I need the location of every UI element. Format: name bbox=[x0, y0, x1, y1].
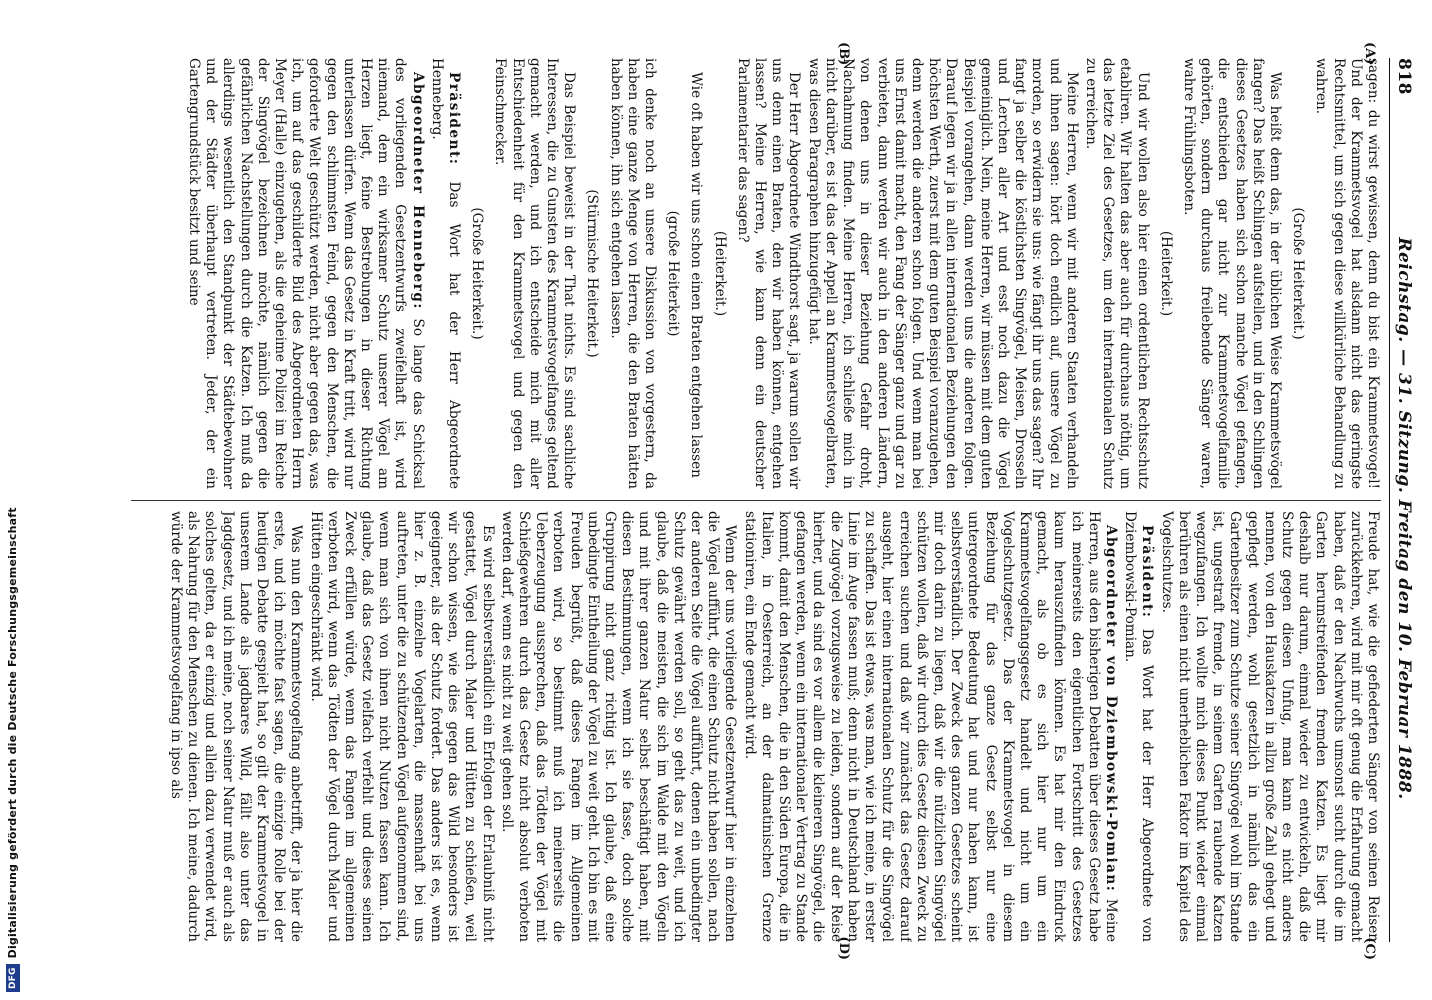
paragraph: Der Herr Abgeordnete Windthorst sagt, ja warum sollen wir uns denn einen Braten, den wir haben können, entgehen lassen? Meine Herren, wie kann denn ein deutscher Parlamentarier das sagen? bbox=[734, 58, 803, 489]
paragraph bbox=[185, 58, 426, 489]
paragraph: Was heißt denn das, in der üblichen Weise Krammetsvögel fangen? Das heißt Schlingen aufstellen, und in den Schlingen dieses Gesetzes haben sich schon manche Vögel gefangen, die entschieden gar nicht zur Krammetsvogelfamilie gehörten, sondern durchaus freilebende Sänger waren, wahre Frühlingsboten. bbox=[1180, 58, 1283, 489]
paragraph: Freude hat, wie die gefiederten Sänger von seinen Reisen zurückkehren, wird mit mir oft genug die Erfahrung gemacht haben, daß er den Nachwuchs umsonst sucht durch die im Garten herumstreifenden fremden Katzen. Es liegt mir deshalb nur darum, einmal wieder zu entwickeln, daß die Schutz gegen diesen Unfug, man kann es nicht anders nennen, von den Hauskatzen in allzu große Zahl gehegt und gepflegt werden, wohl gesetzlich in nämlich das ein Gartenbesitzer zum Schutze seiner Singvögel wohl im Stande ist, ungestraft fremde, in seinem Garten raubende Katzen wegzufangen. Ich wollte mich dieses Punkt wieder einmal berühren als einen nicht unerheblichen Faktor im Kapitel des Vogelschutzes. bbox=[1158, 511, 1381, 942]
paragraph: Das Beispiel beweist in der That nichts. Es sind sachliche Interessen, die zu Gunsten des Krammetsvogelfanges geltend gemacht werden, und ich entscheide mich mit aller Entschiedenheit für den Krammetsvogel und gegen den Feinschmecker. bbox=[492, 58, 578, 489]
page-number: 818 bbox=[1394, 58, 1414, 95]
speaker-label: Präsident: bbox=[1139, 525, 1156, 619]
remark: (Große Heiterkeit.) bbox=[1290, 207, 1307, 340]
paragraph: sagen: du wirst gewissen, denn du bist ein Krammetsvogel! Und der Krammetsvogel hat alsdann nicht das geringste Rechtsmittel, um sich gegen diese willkürliche Behandlung zu wahren. bbox=[1313, 58, 1381, 489]
margin-mark-a: (A) bbox=[1362, 42, 1377, 65]
paragraph: Wie oft haben wir uns schon einen Braten entgehen lassen bbox=[688, 72, 705, 478]
remark: (Heiterkeit.) bbox=[1157, 230, 1174, 317]
remark: (große Heiterkeit) bbox=[665, 210, 682, 337]
digitization-text: Digitalisierung gefördert durch die Deutsche Forschungsgemeinschaft bbox=[6, 507, 19, 959]
remark: (Stürmische Heiterkeit.) bbox=[584, 189, 601, 358]
paragraph: Wenn der uns vorliegende Gesetzentwurf hier in einzelnen die Vögel aufführt, die einen Schutz nicht haben sollen, nach der anderen Seite die Vögel aufführt, denen ein unbedingter Schutz gewährt werden soll, so geht das zu weit, und ich glaube, daß die meisten, die sich im Walde mit den Vögeln und mit ihrer ganzen Natur selbst beschäftigt haben, mit diesen Bestimmungen, wenn ich sie fasse, doch solche Gruppirung nicht ganz richtig ist. Ich glaube, daß eine unbedingte Eintheilung der Vögel zu weit geht. Ich bin es mit Freuden begrüßt, daß dieses Fangen im Allgemeinen verboten wird, so bestimmt muß ich meinerseits die Ueberzeugung aussprechen, daß das Tödten der Vögel mit Schießgewehren durch das Gesetz nicht absolut verboten werden darf, wenn es nicht zu weit gehen soll. bbox=[498, 511, 739, 942]
paragraph: ich denke noch an unsere Diskussion von vorgestern, da haben eine ganze Menge von Herren, die den Braten hätten haben können, ihn sich entgehen lassen. bbox=[607, 58, 659, 489]
paragraph: Meine Herren, wenn wir mit anderen Staaten verhandeln und ihnen sagen: hört doch endlich auf, unsere Vögel zu morden, so erwidern sie uns: wie fängt ihr uns das sagen? Ihr fangt ja selber die köstlichsten Singvögel, Meisen, Drosseln und Lerchen aller Art und esst noch dazu die Vögel gemeiniglich. Nein, meine Herren, wir müssen mit dem guten Beispiel vorangehen, dann werden uns die anderen folgen. Darauf legen wir ja in allen internationalen Beziehungen den höchsten Werth, zuerst mit dem guten Beispiel voranzugehen, denn werden die anderen schon folgen. Und wenn man bei uns Ernst damit macht, den Fang der Sänger ganz und gar zu verbieten, dann werden wir auch in den anderen Ländern, von denen uns in dieser Beziehung Gefahr droht, Nachahmung finden. Meine Herren, ich schließe mich in nicht darüber, es ist das der Appell an Krammetsvogelbraten, was diesen Paragraphen hinzugefügt hat. bbox=[805, 58, 1080, 489]
paragraph bbox=[740, 511, 1118, 942]
page-title: Reichstag. — 31. Sitzung. Freitag den 10. Februar 1888. bbox=[1394, 237, 1414, 800]
paragraph: Es wird selbstverständlich ein Erfolgen der Erlaubniß nicht gestattet, Vögel durch Maler und Hütten zu schießen, weil wir schon wissen, wie dies gegen das Wild besonders ist geeigneter, als der Schutz fordert. Das anders ist es, wenn hier z. B. einzelne Vogelarten, die massenhaft bei uns auftreten, unter die zu schützenden Vögel aufgenommen sind, wenn man sich von ihnen nicht Nutzen fassen kann. Ich glaube, daß das Gesetz vielfach verfehlt und dieses seinen Zweck erfüllen würde, wenn das Fangen im allgemeinen verboten wird, wenn das Tödten der Vögel durch Maler und Hütten eingeschränkt wird. bbox=[307, 511, 496, 942]
speech-text: Meine Herren, aus den bisherigen Debatten über dieses Gesetz habe ich meinerseits den eigentlichen Fortschritt des Gesetzes kaum herauszufinden können. Es hat mir den Eindruck gemacht, als ob es sich hier nur um ein Krammetsvogelfangsgesetz handelt und nicht um ein Vogelschutzgesetz. Das der Krammetsvogel in diesem Beziehung für das ganze Gesetz selbst nur eine untergeordnete Bedeutung hat und nur haben kann, ist selbstverständlich. Der Zweck des ganzen Gesetzes scheint mir doch darin zu liegen, daß wir die nützlichen Singvögel schützen wollen, daß wir durch dies Gesetz diesen Zweck zu erreichen suchen und daß wir zunächst das Gesetz darauf ausgeht, hier einen internationalen Schutz für die Singvögel zu schaffen. Das ist etwas, was man, wie ich meine, in erster Linie im Auge fassen muß; denn nicht in Deutschland haben die Zugvögel vorzugsweise zu leiden, sondern auf der Reise hierher, und da sind es vor allem die kleineren Singvögel, die gefangen werden, wenn ein internationaler Vertrag zu Stande kommt, damit den Menschen, die in den Süden Europa, die in Italien, in Oesterreich, an der dalmatinischen Grenze stationiren, ein Ende gemacht wird. bbox=[741, 511, 1119, 942]
margin-mark-c: (C) bbox=[1362, 937, 1377, 960]
speaker-label: Abgeordneter von Dziembowski-Pomian: bbox=[1102, 525, 1119, 893]
paragraph bbox=[428, 58, 462, 489]
remark: (Große Heiterkeit.) bbox=[469, 207, 486, 340]
speech-text: So lange das Schicksal des vorliegenden Gesetzentwurfs zweifelhaft ist, wird niemand, dem ein wirksamer Schutz unserer Vögel am Herzen liegt, feine Bestrebungen in dieser Richtung unterlassen dürfen. Wenn das Gesetz in Kraft tritt, wird nur gegen den schlimmsten Feind, gegen den Menschen, die geforderte Welt geschützt werden, nicht aber gegen das, was ich, um auf das geschilderte Bild des Abgeordneten Herrn Meyer (Halle) einzugehen, als die geheime Polizei im Reiche der Singvögel bezeichnen möchte, nämlich gegen die gefährlichen Nachstellungen durch die Katzen. Ich muß da allerdings wesentlich den Standpunkt der Städtebewohner und der Städter überhaupt vertreten. Jeder, der ein Gartengrundstück besitzt und seine bbox=[186, 58, 426, 489]
speech-text: Das Wort hat der Herr Abgeordnete von Dziembowski-Pomian. bbox=[1122, 511, 1156, 942]
speech-text: Das Wort hat der Herr Abgeordnete Henneberg. bbox=[428, 58, 463, 489]
paragraph: Was nun den Krammetsvogelfang anbetrifft, der ja hier die erste, und ich möchte fast sagen, die einzige Rolle bei der heutigen Debatte gespielt hat, so gilt der Krammetsvogel in unserem Lande als jagdbares Wild, fällt also unter das Jagdgesetz, und ich meine, noch seiner Natur muß er auch als solches gelten, da er einzig und allein dazu verwendet wird, als Nahrung für den Menschen zu dienen. Ich meine, dadurch würde der Krammetsvogelfang in ipso als bbox=[167, 511, 305, 942]
paragraph: Und wir wollen also hier einen ordentlichen Rechtsschutz etabliren. Wir halten das aber auch für durchaus nöthig, um das letzte Ziel des Gesetzes, um den internationalen Schutz zu erreichen. bbox=[1082, 58, 1151, 489]
paragraph bbox=[1121, 511, 1155, 942]
digitization-strip bbox=[0, 0, 22, 1000]
digitization-credit bbox=[2, 0, 24, 1000]
speaker-label: Präsident: bbox=[446, 72, 463, 166]
rotated-page bbox=[78, 40, 1428, 960]
dfg-logo: DFG bbox=[6, 964, 20, 992]
text-columns bbox=[131, 42, 1381, 960]
speaker-label: Abgeordneter Henneberg: bbox=[409, 72, 426, 310]
remark: (Heiterkeit.) bbox=[711, 230, 728, 317]
margin-mark-d: (D) bbox=[836, 936, 851, 960]
left-column bbox=[131, 58, 1381, 489]
margin-mark-b: (B) bbox=[836, 42, 851, 66]
right-column bbox=[131, 511, 1381, 942]
column-divider bbox=[131, 500, 1381, 501]
page-header bbox=[1389, 58, 1414, 942]
